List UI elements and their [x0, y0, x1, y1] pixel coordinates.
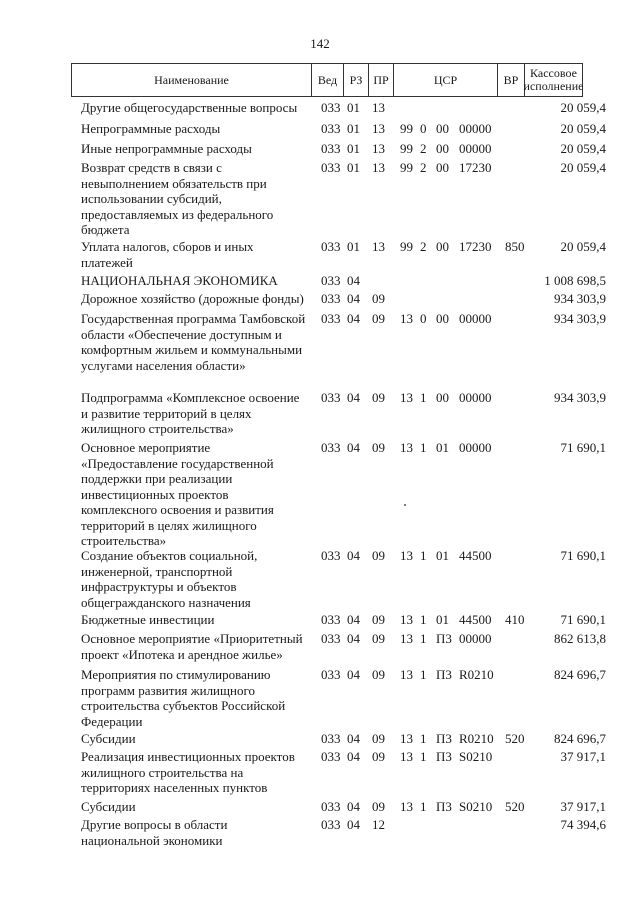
row-csr-subprogram: 1 — [420, 667, 427, 682]
row-csr-direction: R0210 — [459, 667, 494, 682]
row-amount: 1 008 698,5 — [544, 273, 606, 288]
row-amount: 824 696,7 — [554, 731, 606, 746]
row-subsection-code: 09 — [372, 667, 385, 682]
row-amount: 20 059,4 — [560, 160, 606, 175]
header-rz: РЗ — [344, 64, 369, 96]
row-csr-measure: 00 — [436, 390, 449, 405]
row-name: Основное мероприятие «Предоставление государственной поддержки при реализации инвестиционных проектов комплексного освоения и развития территорий в целях жилищного строительства» — [81, 440, 274, 548]
row-csr-program: 13 — [400, 390, 413, 405]
row-csr-direction: S0210 — [459, 799, 493, 814]
row-csr-measure: 01 — [436, 440, 449, 455]
row-csr-subprogram: 2 — [420, 239, 427, 254]
row-name: Подпрограмма «Комплексное освоение и развитие территорий в целях жилищного строительства» — [81, 390, 300, 436]
row-name: НАЦИОНАЛЬНАЯ ЭКОНОМИКА — [81, 273, 278, 288]
row-section-code: 04 — [347, 631, 360, 646]
row-csr-subprogram: 2 — [420, 141, 427, 156]
row-csr-measure: П3 — [436, 731, 452, 746]
row-csr-program: 99 — [400, 121, 413, 136]
row-amount: 37 917,1 — [560, 749, 606, 764]
row-section-code: 01 — [347, 121, 360, 136]
row-dept-code: 033 — [321, 160, 341, 175]
row-csr-measure: 00 — [436, 160, 449, 175]
row-subsection-code: 13 — [372, 141, 385, 156]
row-csr-program: 13 — [400, 548, 413, 563]
row-csr-direction: 00000 — [459, 141, 492, 156]
row-amount: 20 059,4 — [560, 239, 606, 254]
row-subsection-code: 09 — [372, 548, 385, 563]
row-amount: 20 059,4 — [560, 141, 606, 156]
row-section-code: 04 — [347, 667, 360, 682]
row-subsection-code: 12 — [372, 817, 385, 832]
row-csr-direction: 00000 — [459, 311, 492, 326]
row-subsection-code: 09 — [372, 749, 385, 764]
row-csr-program: 13 — [400, 612, 413, 627]
row-subsection-code: 13 — [372, 100, 385, 115]
row-section-code: 04 — [347, 612, 360, 627]
header-kassa-line1: Кассовое — [530, 66, 577, 80]
row-name: Государственная программа Тамбовской области «Обеспечение доступным и комфортным жильем и коммунальными услугами населения области» — [81, 311, 306, 373]
row-section-code: 01 — [347, 160, 360, 175]
table-header — [71, 63, 583, 97]
row-name: Иные непрограммные расходы — [81, 141, 252, 156]
row-csr-subprogram: 1 — [420, 749, 427, 764]
row-csr-program: 13 — [400, 440, 413, 455]
row-name: Бюджетные инвестиции — [81, 612, 215, 627]
row-subsection-code: 09 — [372, 390, 385, 405]
row-csr-program: 99 — [400, 239, 413, 254]
row-section-code: 04 — [347, 390, 360, 405]
row-section-code: 04 — [347, 291, 360, 306]
scan-speck — [404, 504, 406, 506]
row-name: Мероприятия по стимулированию программ развития жилищного строительства субъектов Российской Федерации — [81, 667, 286, 729]
row-csr-measure: 00 — [436, 311, 449, 326]
row-subsection-code: 13 — [372, 160, 385, 175]
row-dept-code: 033 — [321, 440, 341, 455]
row-name: Непрограммные расходы — [81, 121, 221, 136]
row-csr-direction: S0210 — [459, 749, 493, 764]
row-csr-subprogram: 1 — [420, 440, 427, 455]
row-csr-program: 13 — [400, 667, 413, 682]
row-amount: 71 690,1 — [560, 548, 606, 563]
row-subsection-code: 13 — [372, 239, 385, 254]
row-name: Возврат средств в связи с невыполнением обязательств при использовании субсидий, предоставляемых из федерального бюджета — [81, 160, 274, 237]
row-csr-direction: 00000 — [459, 121, 492, 136]
row-amount: 20 059,4 — [560, 100, 606, 115]
row-name: Субсидии — [81, 799, 136, 814]
row-section-code: 01 — [347, 239, 360, 254]
row-dept-code: 033 — [321, 548, 341, 563]
row-name: Основное мероприятие «Приоритетный проект «Ипотека и арендное жилье» — [81, 631, 303, 662]
row-dept-code: 033 — [321, 141, 341, 156]
row-subsection-code: 09 — [372, 440, 385, 455]
row-csr-subprogram: 1 — [420, 631, 427, 646]
row-subsection-code: 09 — [372, 631, 385, 646]
row-amount: 934 303,9 — [554, 390, 606, 405]
row-csr-direction: 44500 — [459, 548, 492, 563]
row-name: Другие общегосударственные вопросы — [81, 100, 298, 115]
row-name: Субсидии — [81, 731, 136, 746]
row-dept-code: 033 — [321, 239, 341, 254]
header-vr: ВР — [498, 64, 525, 96]
row-subsection-code: 09 — [372, 612, 385, 627]
row-csr-direction: 17230 — [459, 160, 492, 175]
row-csr-subprogram: 1 — [420, 390, 427, 405]
row-csr-measure: П3 — [436, 631, 452, 646]
row-csr-measure: 00 — [436, 141, 449, 156]
row-dept-code: 033 — [321, 612, 341, 627]
row-csr-direction: 00000 — [459, 390, 492, 405]
row-subsection-code: 09 — [372, 291, 385, 306]
row-name: Уплата налогов, сборов и иных платежей — [81, 239, 254, 270]
row-amount: 824 696,7 — [554, 667, 606, 682]
row-csr-direction: 17230 — [459, 239, 492, 254]
row-dept-code: 033 — [321, 273, 341, 288]
row-dept-code: 033 — [321, 311, 341, 326]
row-csr-direction: 00000 — [459, 440, 492, 455]
row-amount: 934 303,9 — [554, 311, 606, 326]
row-csr-measure: П3 — [436, 799, 452, 814]
row-section-code: 01 — [347, 100, 360, 115]
header-pr: ПР — [369, 64, 394, 96]
row-amount: 20 059,4 — [560, 121, 606, 136]
row-csr-program: 13 — [400, 749, 413, 764]
row-dept-code: 033 — [321, 100, 341, 115]
row-expense-type: 410 — [505, 612, 525, 627]
row-section-code: 04 — [347, 817, 360, 832]
row-dept-code: 033 — [321, 667, 341, 682]
row-csr-measure: 01 — [436, 548, 449, 563]
row-csr-program: 13 — [400, 631, 413, 646]
row-dept-code: 033 — [321, 291, 341, 306]
row-amount: 71 690,1 — [560, 440, 606, 455]
row-csr-subprogram: 0 — [420, 121, 427, 136]
row-csr-subprogram: 1 — [420, 548, 427, 563]
row-section-code: 01 — [347, 141, 360, 156]
row-amount: 934 303,9 — [554, 291, 606, 306]
row-csr-subprogram: 1 — [420, 799, 427, 814]
row-name: Реализация инвестиционных проектов жилищного строительства на территориях населенных пунктов — [81, 749, 295, 795]
row-dept-code: 033 — [321, 749, 341, 764]
row-amount: 862 613,8 — [554, 631, 606, 646]
row-name: Дорожное хозяйство (дорожные фонды) — [81, 291, 304, 306]
row-csr-subprogram: 1 — [420, 731, 427, 746]
header-name: Наименование — [72, 64, 312, 96]
row-section-code: 04 — [347, 799, 360, 814]
row-amount: 71 690,1 — [560, 612, 606, 627]
row-csr-direction: R0210 — [459, 731, 494, 746]
row-section-code: 04 — [347, 731, 360, 746]
header-kassa-line2: исполнение — [523, 79, 584, 93]
row-amount: 74 394,6 — [560, 817, 606, 832]
row-section-code: 04 — [347, 749, 360, 764]
row-csr-program: 13 — [400, 311, 413, 326]
row-expense-type: 850 — [505, 239, 525, 254]
row-csr-subprogram: 2 — [420, 160, 427, 175]
row-section-code: 04 — [347, 548, 360, 563]
row-expense-type: 520 — [505, 799, 525, 814]
row-dept-code: 033 — [321, 799, 341, 814]
row-section-code: 04 — [347, 273, 360, 288]
row-csr-measure: 00 — [436, 239, 449, 254]
row-subsection-code: 09 — [372, 799, 385, 814]
row-csr-program: 13 — [400, 731, 413, 746]
row-subsection-code: 09 — [372, 731, 385, 746]
row-csr-direction: 44500 — [459, 612, 492, 627]
row-subsection-code: 09 — [372, 311, 385, 326]
header-ved: Вед — [312, 64, 344, 96]
row-amount: 37 917,1 — [560, 799, 606, 814]
row-csr-program: 99 — [400, 160, 413, 175]
row-dept-code: 033 — [321, 817, 341, 832]
row-csr-program: 99 — [400, 141, 413, 156]
header-kassa — [525, 64, 582, 96]
row-csr-measure: 01 — [436, 612, 449, 627]
row-csr-program: 13 — [400, 799, 413, 814]
row-dept-code: 033 — [321, 631, 341, 646]
row-section-code: 04 — [347, 311, 360, 326]
row-csr-subprogram: 1 — [420, 612, 427, 627]
row-csr-subprogram: 0 — [420, 311, 427, 326]
row-dept-code: 033 — [321, 121, 341, 136]
row-csr-direction: 00000 — [459, 631, 492, 646]
row-name: Другие вопросы в области национальной экономики — [81, 817, 228, 848]
row-dept-code: 033 — [321, 731, 341, 746]
row-name: Создание объектов социальной, инженерной, транспортной инфраструктуры и объектов общегражданского назначения — [81, 548, 258, 610]
row-subsection-code: 13 — [372, 121, 385, 136]
row-expense-type: 520 — [505, 731, 525, 746]
row-csr-measure: П3 — [436, 667, 452, 682]
row-csr-measure: 00 — [436, 121, 449, 136]
row-section-code: 04 — [347, 440, 360, 455]
header-csr: ЦСР — [394, 64, 498, 96]
row-dept-code: 033 — [321, 390, 341, 405]
page-number: 142 — [310, 36, 330, 51]
row-csr-measure: П3 — [436, 749, 452, 764]
